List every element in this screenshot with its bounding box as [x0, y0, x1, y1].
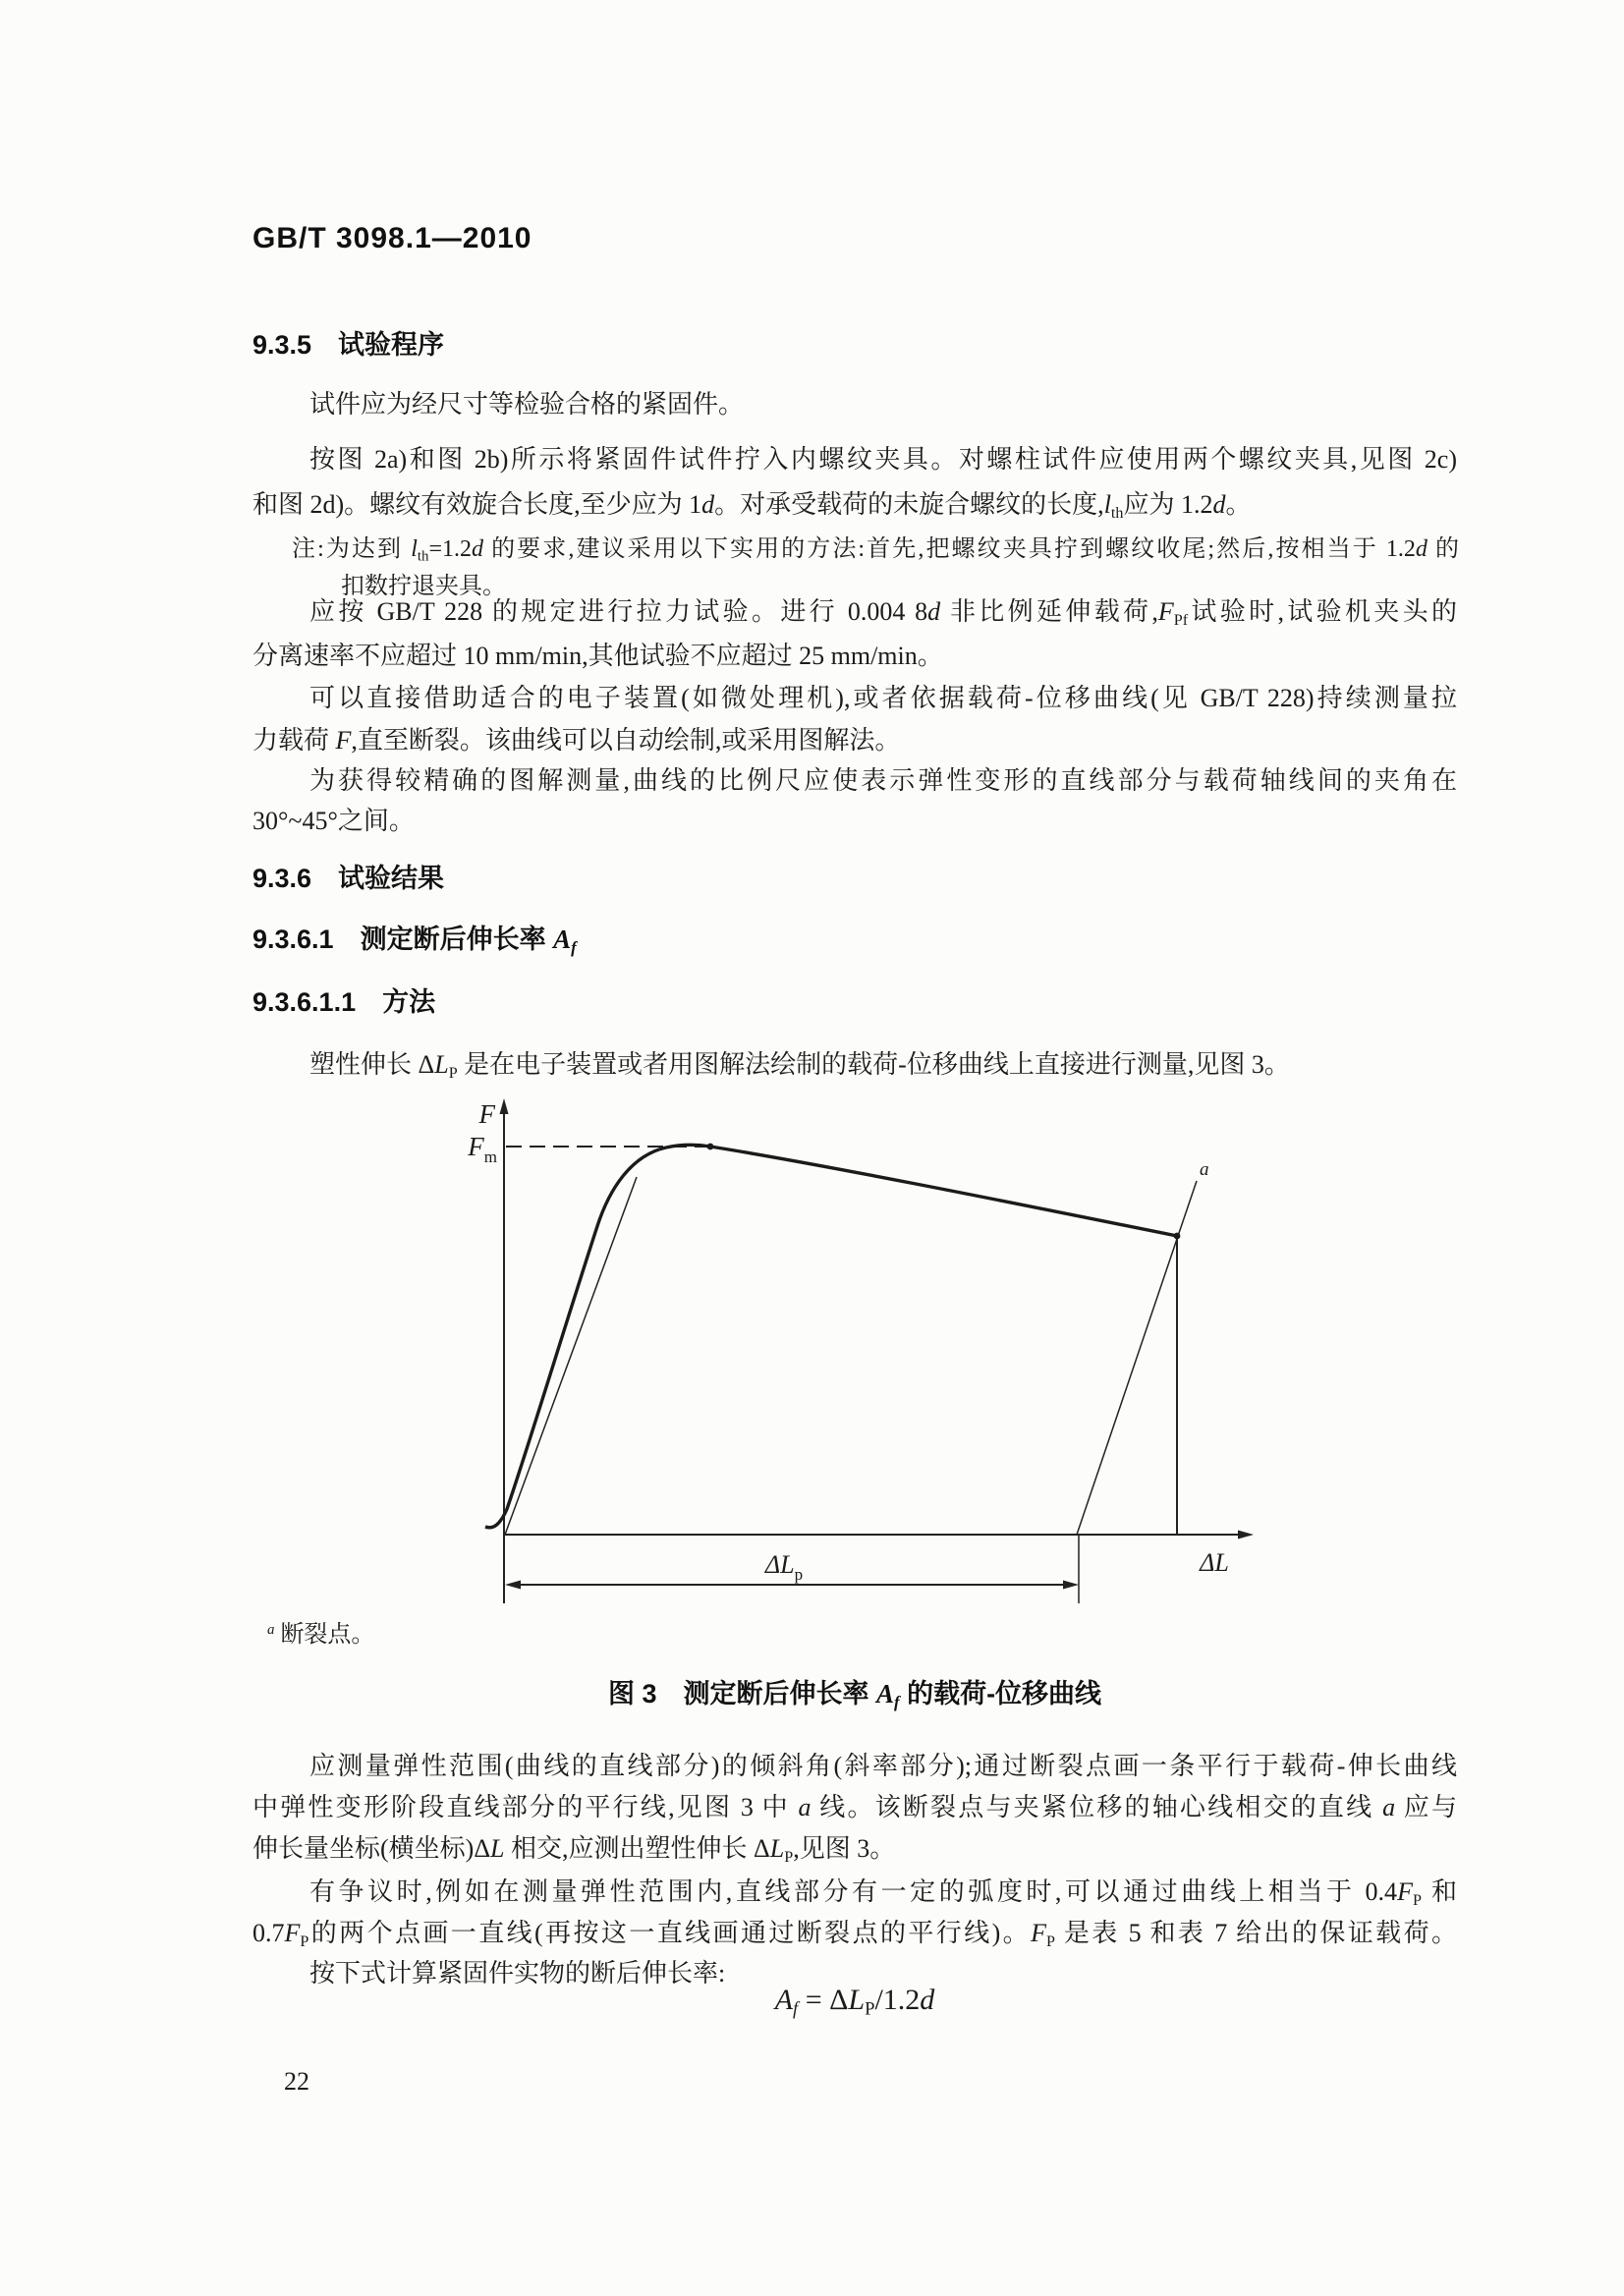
- para-line: 伸长量坐标(横坐标)ΔL 相交,应测出塑性伸长 $\Delta L_P$,见图 3。: [252, 1834, 896, 1866]
- peak-marker: [707, 1144, 714, 1150]
- elastic-tangent-line: [505, 1177, 637, 1535]
- note-line: 注:为达到 $l_{th}=1.2d$ 的要求,建议采用以下实用的方法:首先,把螺纹夹具拧到螺纹收尾;然后,按相当于 1.2d 的: [292, 536, 1459, 565]
- figure-footnote: $^a$ 断裂点。: [267, 1621, 375, 1648]
- para-line: $0.7F_P$的两个点画一直线(再按这一直线画通过断裂点的平行线)。$F_P$ 是表 5 和表 7 给出的保证载荷。: [252, 1919, 1457, 1950]
- para-line: 按下式计算紧固件实物的断后伸长率:: [309, 1959, 726, 1988]
- figure-caption: 图 3 测定断后伸长率 $A_f$ 的载荷-位移曲线: [607, 1679, 1102, 1712]
- para-line: 分离速率不应超过 10 mm/min,其他试验不应超过 25 mm/min。: [252, 642, 943, 670]
- para-line: 力载荷 F,直至断裂。该曲线可以自动绘制,或采用图解法。: [252, 726, 901, 755]
- figure-3: [422, 1091, 1287, 1621]
- dimension-arrowhead-left-icon: [505, 1581, 521, 1590]
- fracture-point-marker: [1174, 1233, 1181, 1240]
- fracture-point-footnote-marker: a: [1200, 1159, 1209, 1180]
- para-line: 应按 GB/T 228 的规定进行拉力试验。进行 0.004 8d 非比例延伸载荷$,F_{Pf}$试验时,试验机夹头的: [309, 597, 1457, 629]
- para-line: 和图 2d)。螺纹有效旋合长度,至少应为 1d。对承受载荷的未旋合螺纹的长度$,l_{th}$应为 1.2d。: [252, 490, 1252, 522]
- standard-code: GB/T 3098.1—2010: [252, 222, 532, 254]
- para-line: 塑性伸长 $\Delta L_P$ 是在电子装置或者用图解法绘制的载荷-位移曲线上直接进行测量,见图 3。: [309, 1050, 1290, 1082]
- x-axis-arrowhead-icon: [1238, 1531, 1254, 1540]
- section-heading-9-3-5: 9.3.5 试验程序: [252, 330, 445, 360]
- para-line: 应测量弹性范围(曲线的直线部分)的倾斜角(斜率部分);通过断裂点画一条平行于载荷-伸长曲线: [309, 1752, 1457, 1780]
- para-line: 为获得较精确的图解测量,曲线的比例尺应使表示弹性变形的直线部分与载荷轴线间的夹角在: [309, 766, 1457, 795]
- para-line: 按图 2a)和图 2b)所示将紧固件试件拧入内螺纹夹具。对螺柱试件应使用两个螺纹夹具,见图 2c): [309, 445, 1457, 474]
- para-line: 可以直接借助适合的电子装置(如微处理机),或者依据载荷-位移曲线(见 GB/T 228)持续测量拉: [309, 684, 1457, 712]
- note-line: 扣数拧退夹具。: [341, 574, 506, 599]
- y-axis-arrowhead-icon: [500, 1098, 509, 1114]
- para-line: 中弹性变形阶段直线部分的平行线,见图 3 中 a 线。该断裂点与夹紧位移的轴心线相交的直线 a 应与: [252, 1793, 1457, 1821]
- para-line: 30°~45°之间。: [252, 807, 415, 835]
- curve-path: [485, 1145, 1177, 1528]
- elongation-axis-label: ΔL: [1200, 1548, 1229, 1577]
- f-max-label: Fm: [468, 1132, 497, 1166]
- para-line: 有争议时,例如在测量弹性范围内,直线部分有一定的弧度时,可以通过曲线上相当于 $0.4F_P$ 和: [309, 1877, 1457, 1909]
- dimension-arrowhead-right-icon: [1063, 1581, 1079, 1590]
- load-displacement-curve-figure: [422, 1091, 1287, 1621]
- para-line: 试件应为经尺寸等检验合格的紧固件。: [309, 390, 745, 419]
- section-heading-9-3-6-1-1: 9.3.6.1.1 方法: [252, 987, 436, 1017]
- section-heading-9-3-6: 9.3.6 试验结果: [252, 864, 445, 893]
- formula: $A_f = \Delta L_P/1.2d$: [774, 1984, 935, 2020]
- section-heading-9-3-6-1: 9.3.6.1 测定断后伸长率 $A_f$: [252, 924, 577, 958]
- force-axis-label: F: [478, 1099, 495, 1129]
- plastic-elongation-label: ΔLp: [764, 1550, 804, 1584]
- page-number: 22: [284, 2067, 309, 2096]
